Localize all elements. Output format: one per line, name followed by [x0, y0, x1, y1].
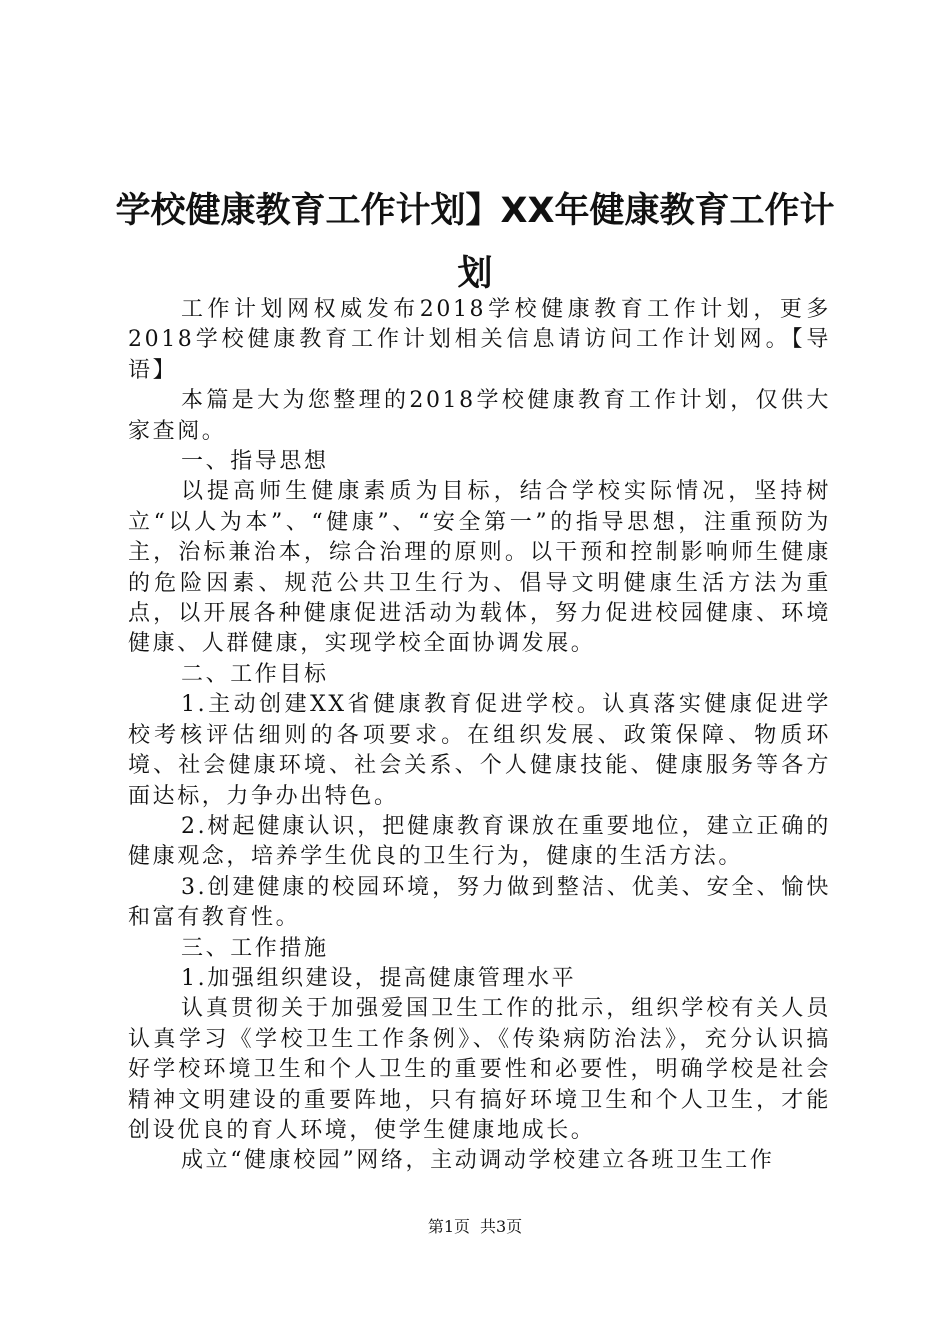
paragraph: 2.树起健康认识，把健康教育课放在重要地位，建立正确的健康观念，培养学生优良的卫生行为，健康的生活方法。: [128, 813, 831, 870]
document-title: 学校健康教育工作计划】XX年健康教育工作计划: [115, 191, 835, 294]
paragraph: 成立“健康校园”网络，主动调动学校建立各班卫生工作: [181, 1148, 775, 1174]
page-total: 共3页: [480, 1217, 523, 1236]
document-body: [128, 295, 831, 1177]
section-heading: 一、指导思想: [181, 449, 329, 475]
page-footer: [0, 1217, 950, 1237]
page-number: 第1页: [427, 1217, 470, 1236]
section-heading: 三、工作措施: [181, 935, 329, 961]
paragraph: 以提高师生健康素质为目标，结合学校实际情况，坚持树立“以人为本”、“健康”、“安全第一”的指导思想，注重预防为主，治标兼治本，综合治理的原则。以干预和控制影响师生健康的危险因素、规范公共卫生行为、倡导文明健康生活方法为重点，以开展各种健康促进活动为载体，努力促进校园健康、环境健康、人群健康，实现学校全面协调发展。: [128, 479, 831, 657]
paragraph: 1.主动创建XX省健康教育促进学校。认真落实健康促进学校考核评估细则的各项要求。在组织发展、政策保障、物质环境、社会健康环境、社会关系、个人健康技能、健康服务等各方面达标，力争办出特色。: [128, 692, 831, 809]
paragraph: 3.创建健康的校园环境，努力做到整洁、优美、安全、愉快和富有教育性。: [128, 874, 831, 931]
paragraph: 本篇是大为您整理的2018学校健康教育工作计划，仅供大家查阅。: [128, 388, 831, 444]
subsection-heading: 1.加强组织建设，提高健康管理水平: [181, 965, 577, 991]
paragraph: 工作计划网权威发布2018学校健康教育工作计划，更多2018学校健康教育工作计划相关信息请访问工作计划网。【导语】: [128, 297, 831, 383]
paragraph: 认真贯彻关于加强爱国卫生工作的批示，组织学校有关人员认真学习《学校卫生工作条例》、《传染病防治法》，充分认识搞好学校环境卫生和个人卫生的重要性和必要性，明确学校是社会精神文明建设的重要阵地，只有搞好环境卫生和个人卫生，才能创设优良的育人环境，使学生健康地成长。: [128, 996, 831, 1143]
section-heading: 二、工作目标: [181, 661, 329, 687]
